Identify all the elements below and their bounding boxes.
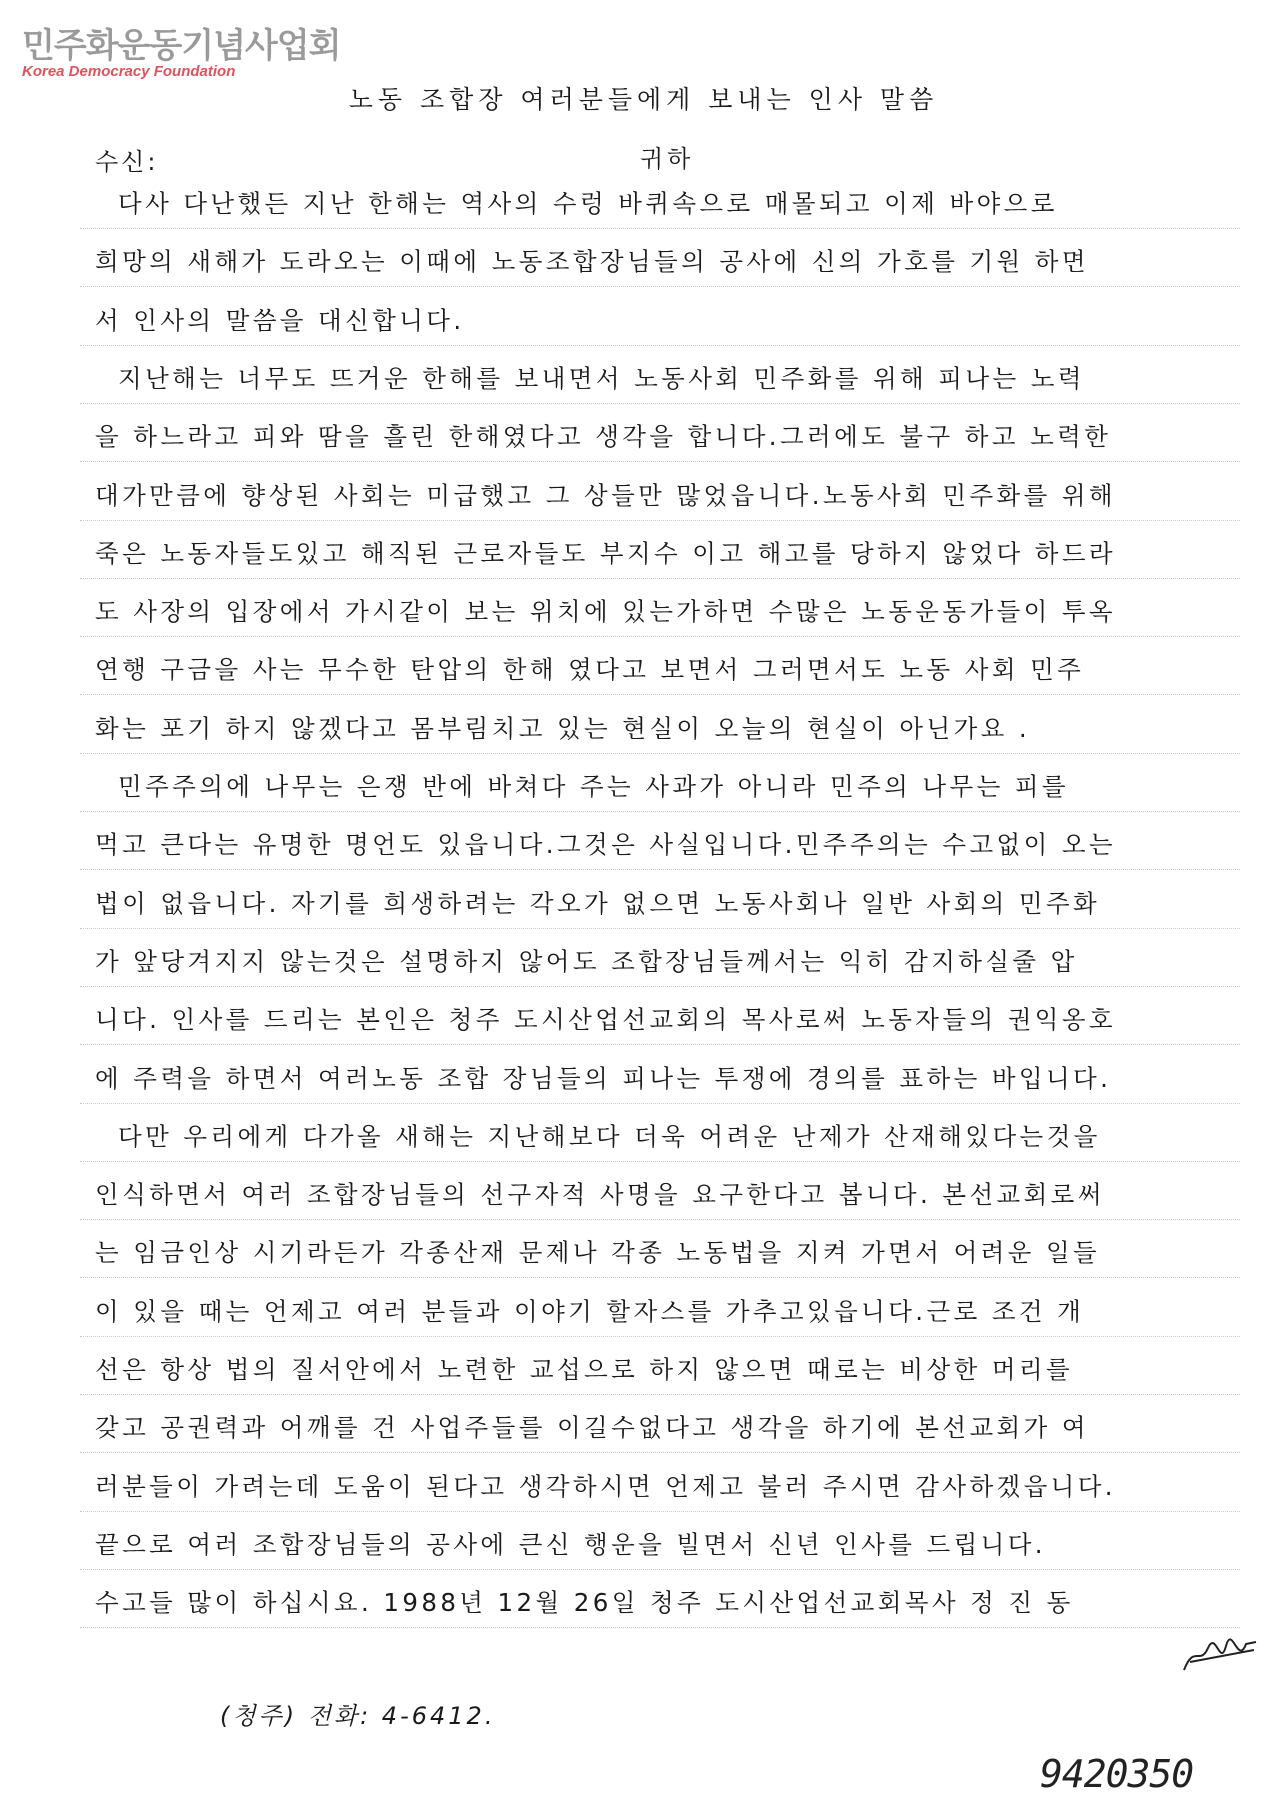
letter-line: 죽은 노동자들도있고 해직된 근로자들도 부지수 이고 해고를 당하지 않었다 하드라	[95, 539, 1116, 568]
line-rule	[80, 345, 1240, 346]
letter-line: 연행 구금을 사는 무수한 탄압의 한해 였다고 보면서 그러면서도 노동 사회 민주	[95, 655, 1085, 684]
document-title: 노동 조합장 여러분들에게 보내는 인사 말씀	[348, 85, 939, 114]
archive-number: 9420350	[1040, 1752, 1194, 1796]
line-rule	[80, 1103, 1240, 1104]
line-rule	[80, 1219, 1240, 1220]
watermark-org-english: Korea Democracy Foundation	[22, 63, 236, 80]
recipient-label: 수신:	[95, 148, 159, 176]
line-rule	[80, 1044, 1240, 1045]
letter-line: 법이 없읍니다. 자기를 희생하려는 각오가 없으면 노동사회나 일반 사회의 민주화	[95, 889, 1101, 918]
letter-line: 을 하느라고 피와 땀을 흘린 한해였다고 생각을 합니다.그러에도 불구 하고 노력한	[95, 422, 1112, 451]
line-rule	[80, 1277, 1240, 1278]
line-rule	[80, 1511, 1240, 1512]
letter-line: 민주주의에 나무는 은쟁 반에 바쳐다 주는 사과가 아니라 민주의 나무는 피를	[118, 772, 1069, 801]
line-rule	[80, 928, 1240, 929]
line-rule	[80, 811, 1240, 812]
letter-line: 다사 다난했든 지난 한해는 역사의 수렁 바퀴속으로 매몰되고 이제 바야으로	[118, 189, 1058, 218]
line-rule	[80, 1627, 1240, 1628]
handwritten-signature	[1180, 1636, 1260, 1676]
line-rule	[80, 578, 1240, 579]
line-rule	[80, 986, 1240, 987]
line-rule	[80, 1161, 1240, 1162]
line-rule	[80, 694, 1240, 695]
letter-line: 다만 우리에게 다가올 새해는 지난해보다 더욱 어려운 난제가 산재해있다는것을	[118, 1122, 1101, 1151]
letter-line: 끝으로 여러 조합장님들의 공사에 큰신 행운을 빌면서 신년 인사를 드립니다.	[95, 1530, 1046, 1559]
line-rule	[80, 1569, 1240, 1570]
line-rule	[80, 520, 1240, 521]
line-rule	[80, 869, 1240, 870]
letter-line: 가 앞당겨지지 않는것은 설명하지 않어도 조합장님들께서는 익히 감지하실줄 압	[95, 947, 1078, 976]
line-rule	[80, 228, 1240, 229]
line-rule	[80, 1336, 1240, 1337]
letter-line: 희망의 새해가 도라오는 이때에 노동조합장님들의 공사에 신의 가호를 기원 하면	[95, 247, 1089, 276]
letter-line: 니다. 인사를 드리는 본인은 청주 도시산업선교회의 목사로써 노동자들의 권익옹호	[95, 1005, 1116, 1034]
letter-line: 대가만큼에 향상된 사회는 미급했고 그 상들만 많었읍니다.노동사회 민주화를 위해	[95, 481, 1116, 510]
line-rule	[80, 461, 1240, 462]
letter-line: 러분들이 가려는데 도움이 된다고 생각하시면 언제고 불러 주시면 감사하겠읍니다.	[95, 1472, 1116, 1501]
line-rule	[80, 403, 1240, 404]
letter-line: 인식하면서 여러 조합장님들의 선구자적 사명을 요구한다고 봅니다. 본선교회로써	[95, 1180, 1105, 1209]
phone-number: (청주) 전화: 4-6412.	[220, 1702, 496, 1730]
letter-line: 는 임금인상 시기라든가 각종산재 문제나 각종 노동법을 지켜 가면서 어려운 일들	[95, 1238, 1101, 1267]
line-rule	[80, 1394, 1240, 1395]
letter-line: 에 주력을 하면서 여러노동 조합 장님들의 피나는 투쟁에 경의를 표하는 바입니다.	[95, 1064, 1112, 1093]
line-rule	[80, 636, 1240, 637]
letter-line: 서 인사의 말씀을 대신합니다.	[95, 306, 465, 335]
watermark-org-korean: 민주화운동기념사업회	[22, 26, 341, 66]
letter-line: 선은 항상 법의 질서안에서 노련한 교섭으로 하지 않으면 때로는 비상한 머리를	[95, 1355, 1074, 1384]
line-rule	[80, 286, 1240, 287]
line-rule	[80, 753, 1240, 754]
line-rule	[80, 1452, 1240, 1453]
letter-line: 도 사장의 입장에서 가시같이 보는 위치에 있는가하면 수많은 노동운동가들이 투옥	[95, 597, 1116, 626]
letter-line: 이 있을 때는 언제고 여러 분들과 이야기 할자스를 가추고있읍니다.근로 조건 개	[95, 1297, 1085, 1326]
honorific: 귀하	[640, 145, 695, 173]
letter-line: 지난해는 너무도 뜨거운 한해를 보내면서 노동사회 민주화를 위해 피나는 노력	[118, 364, 1085, 393]
letter-line: 갖고 공권력과 어깨를 건 사업주들를 이길수없다고 생각을 하기에 본선교회가 여	[95, 1413, 1089, 1442]
letter-line: 화는 포기 하지 않겠다고 몸부림치고 있는 현실이 오늘의 현실이 아닌가요 .	[95, 714, 1031, 743]
letter-line: 수고들 많이 하십시요. 1988년 12월 26일 청주 도시산업선교회목사 정 진 동	[95, 1588, 1074, 1617]
letter-line: 먹고 큰다는 유명한 명언도 있읍니다.그것은 사실입니다.민주주의는 수고없이 오는	[95, 830, 1116, 859]
